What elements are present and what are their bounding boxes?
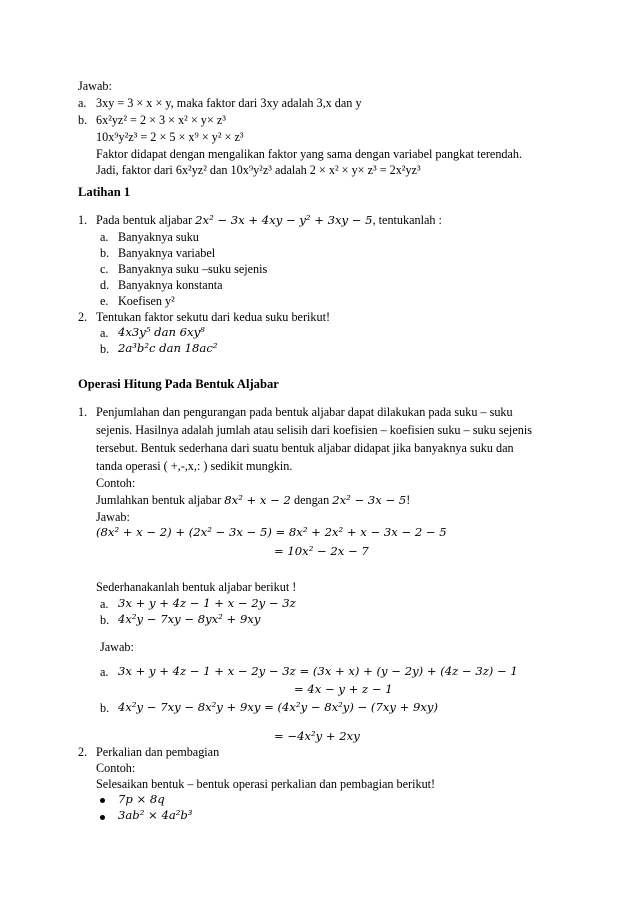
item-letter: a. [100, 665, 109, 679]
exercise-2-text: Tentukan faktor sekutu dari kedua suku berikut! [96, 310, 331, 324]
operation-item: 3ab² × 4a²b³ [118, 808, 193, 822]
exercise-1-expression: 2x² − 3x + 4xy − y² + 3xy − 5 [195, 213, 373, 227]
example-work-line-1: (8x² + x − 2) + (2x² − 3x − 5) = 8x² + 2x² + x − 3x − 2 − 5 [96, 525, 447, 539]
answer-a-text: 3xy = 3 × x × y, maka faktor dari 3xy adalah 3,x dan y [96, 96, 362, 110]
item-number: 2. [78, 310, 88, 324]
item-letter: a. [100, 326, 109, 340]
answer-label: Jawab: [100, 640, 134, 654]
item-letter: b. [78, 113, 88, 127]
exercise-1a: Banyaknya suku [118, 230, 199, 244]
item-number: 1. [78, 405, 88, 419]
item-letter: a. [100, 597, 109, 611]
item-letter: b. [100, 701, 110, 715]
item-letter: b. [100, 613, 110, 627]
item-letter: d. [100, 278, 110, 292]
answer-b-line-2: 10x⁹y²z³ = 2 × 5 × x⁹ × y² × z³ [96, 130, 244, 144]
section-heading-latihan: Latihan 1 [78, 185, 131, 199]
example-label: Contoh: [96, 761, 136, 775]
simplify-b-work-line-1: 4x²y − 7xy − 8x²y + 9xy = (4x²y − 8x²y) − (7xy + 9xy) [118, 700, 438, 714]
simplify-a: 3x + y + 4z − 1 + x − 2y − 3z [118, 596, 296, 610]
item-letter: a. [100, 230, 109, 244]
paragraph-line: Penjumlahan dan pengurangan pada bentuk aljabar dapat dilakukan pada suku – suku [96, 405, 513, 419]
item-number: 1. [78, 213, 88, 227]
bullet-icon [100, 815, 105, 820]
example-question: Jumlahkan bentuk aljabar 8x² + x − 2 dengan 2x² − 3x − 5! [96, 493, 411, 507]
bullet-icon [100, 798, 105, 803]
paragraph-line: sejenis. Hasilnya adalah jumlah atau selisih dari koefisien – koefisien suku – suku sejenis [96, 423, 532, 437]
answer-b-line-4: Jadi, faktor dari 6x²yz² dan 10x⁹y²z³ adalah 2 × x² × y× z³ = 2x²yz³ [96, 163, 421, 177]
simplify-b-work-line-2: = −4x²y + 2xy [274, 729, 360, 743]
example-work-line-2: = 10x² − 2x − 7 [274, 544, 369, 558]
item-number: 2. [78, 745, 88, 759]
item-letter: e. [100, 294, 109, 308]
exercise-1-text: Pada bentuk aljabar 2x² − 3x + 4xy − y² + 3xy − 5, tentukanlah : [96, 213, 442, 227]
simplify-a-work-line-2: = 4x − y + z − 1 [294, 682, 393, 696]
paragraph-line: tersebut. Bentuk sederhana dari suatu bentuk aljabar didapat jika banyaknya suku dan [96, 441, 514, 455]
answer-label: Jawab: [96, 510, 130, 524]
item-letter: a. [78, 96, 87, 110]
item-letter: b. [100, 246, 110, 260]
example-instruction: Selesaikan bentuk – bentuk operasi perkalian dan pembagian berikut! [96, 777, 436, 791]
simplify-a-work-line-1: 3x + y + 4z − 1 + x − 2y − 3z = (3x + x) + (y − 2y) + (4z − 3z) − 1 [118, 664, 518, 678]
simplify-instruction: Sederhanakanlah bentuk aljabar berikut ! [96, 580, 297, 594]
item-letter: b. [100, 342, 110, 356]
example-label: Contoh: [96, 476, 136, 490]
exercise-2a: 4x3y⁵ dan 6xy⁸ [118, 325, 205, 339]
exercise-2b: 2a³b²c dan 18ac² [118, 341, 218, 355]
answer-label: Jawab: [78, 79, 112, 93]
subsection-title: Perkalian dan pembagian [96, 745, 220, 759]
section-heading-operasi: Operasi Hitung Pada Bentuk Aljabar [78, 377, 279, 391]
answer-b-line-3: Faktor didapat dengan mengalikan faktor yang sama dengan variabel pangkat terendah. [96, 147, 523, 161]
item-letter: c. [100, 262, 109, 276]
exercise-1d: Banyaknya konstanta [118, 278, 223, 292]
exercise-1c: Banyaknya suku –suku sejenis [118, 262, 268, 276]
simplify-b: 4x²y − 7xy − 8yx² + 9xy [118, 612, 261, 626]
exercise-1b: Banyaknya variabel [118, 246, 216, 260]
exercise-1e: Koefisen y² [118, 294, 175, 308]
operation-item: 7p × 8q [118, 792, 165, 806]
paragraph-line: tanda operasi ( +,-,x,: ) sedikit mungkin. [96, 459, 293, 473]
answer-b-line-1: 6x²yz² = 2 × 3 × x² × y× z³ [96, 113, 226, 127]
